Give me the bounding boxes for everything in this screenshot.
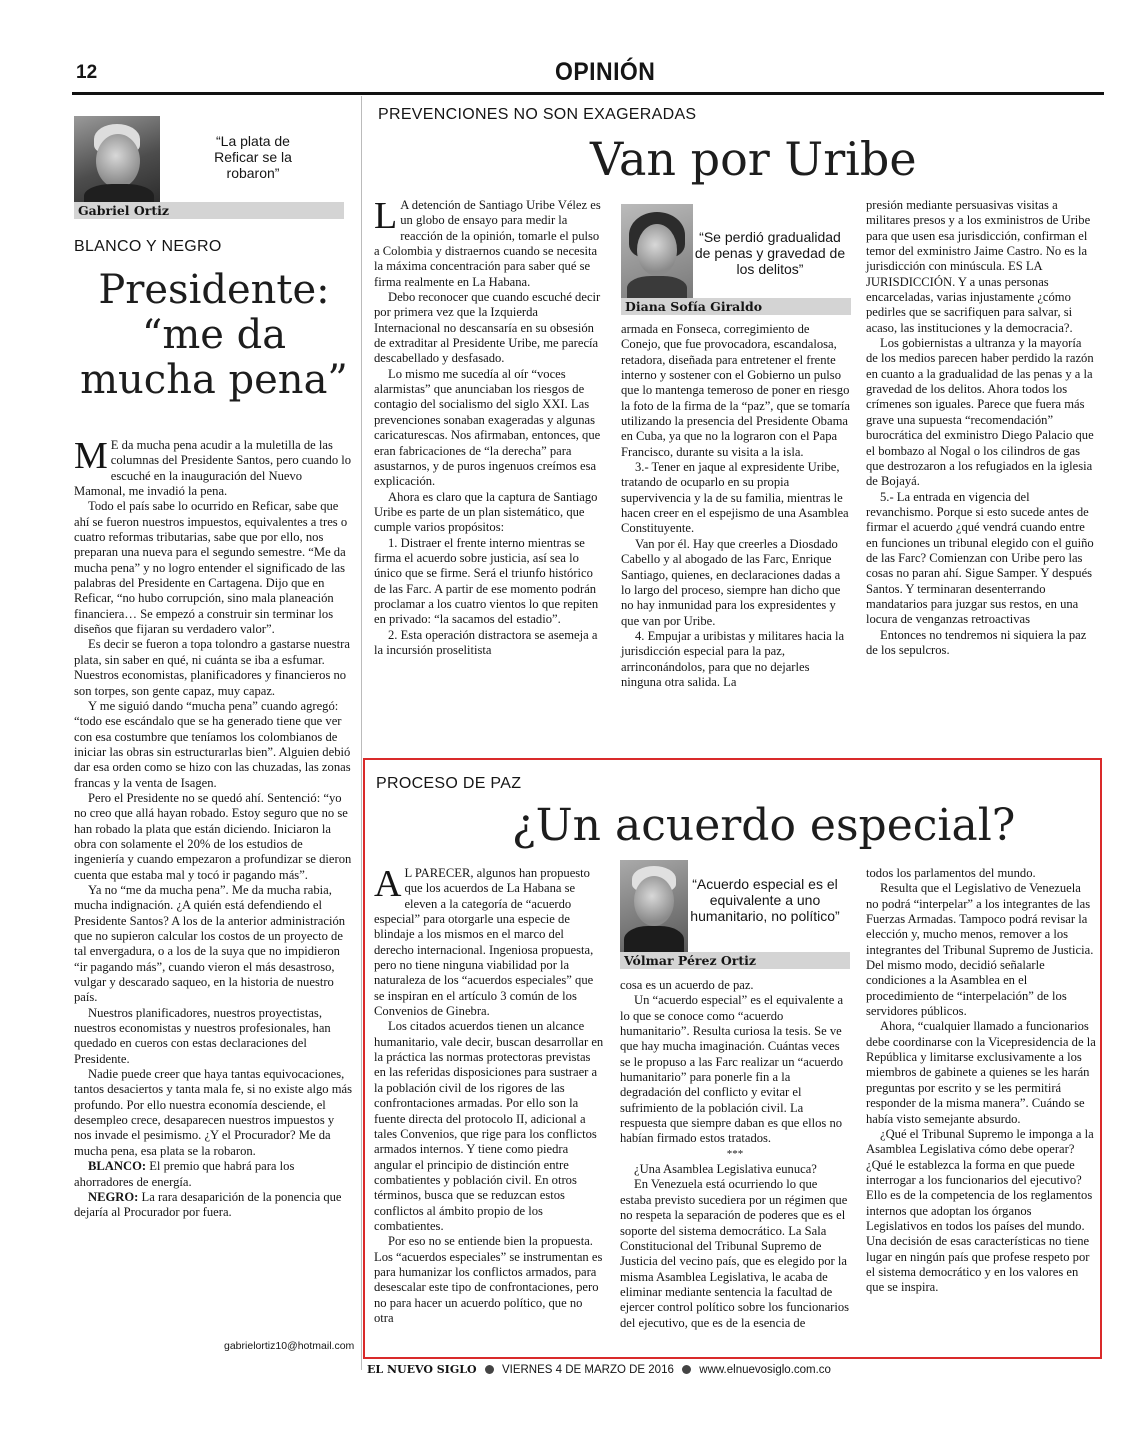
drop-cap: M — [74, 435, 108, 477]
paragraph: Es decir se fueron a topa tolondro a gastarse nuestra plata, sin saber en qué, ni cuánta se iba a esfumar. Nuestros economistas, planificadores y financieros no son torpes, son gente capaz, muy capaz. — [74, 637, 350, 698]
top-headline: Van por Uribe — [590, 132, 917, 186]
drop-cap: L — [374, 195, 398, 237]
paragraph: En Venezuela está ocurriendo lo que estaba previsto sucediera por un régimen que no respeta la separación de poderes que es el soporte del sistema democrático. La Sala Constitucional del Tribunal Supremo de Justicia del vecino país, que es elegido por la misma Asamblea Legislativa, le acaba de eliminar mediante sentencia la facultad de ejercer control político sobre los funcionarios del ejecutivo, que es de la esencia de — [620, 1177, 850, 1330]
negro-note: NEGRO: La rara desaparición de la ponencia que dejaría al Procurador por fuera. — [74, 1189, 342, 1220]
author-photo-gabriel-ortiz — [74, 116, 160, 204]
paragraph: todos los parlamentos del mundo. — [866, 866, 1036, 880]
paragraph: 2. Esta operación distractora se asemeja a la incursión proselitista — [374, 627, 598, 657]
subheading: ¿Una Asamblea Legislativa eunuca? — [634, 1162, 817, 1177]
article-body — [74, 435, 354, 1221]
paragraph: Debo reconocer que cuando escuché decir por primera vez que la Izquierda Internacional no descansaría en su obsesión de extraditar al Presidente Uribe, me parecía descabellado y desfasado. — [374, 290, 601, 366]
paragraph: Entonces no tendremos ni siquiera la paz de los sepulcros. — [866, 627, 1087, 657]
paragraph: Ahora, “cualquier llamado a funcionarios debe coordinarse con la Vicepresidencia de la República y limitarse exclusivamente a los miembros de gabinete a quienes se les harán preguntas por escrito y se les permitirá responder de la misma manera”. Cuándo se había visto semejante absurdo. — [866, 1019, 1096, 1126]
drop-cap: A — [374, 863, 402, 905]
paragraph: 4. Empujar a uribistas y militares hacia la jurisdicción especial para la paz, arrinconándolos, para que no dejarles ninguna otra salida. La — [621, 628, 845, 689]
paragraph: Resulta que el Legislativo de Venezuela no podrá “interpelar” a los integrantes de las Fuerzas Armadas. Tampoco podrá revisar la elección y, mucho menos, remover a los integrantes del Tribunal Supremo de Justicia. Del mismo modo, decidió señalarle condiciones a la Asamblea en el procedimiento de “interpelación” de los servidores públicos. — [866, 881, 1094, 1019]
website-link[interactable]: www.elnuevosiglo.com.co — [699, 1364, 831, 1376]
top-kicker: PREVENCIONES NO SON EXAGERADAS — [378, 106, 697, 123]
paragraph: 5.- La entrada en vigencia del revanchismo. Porque si esto sucede antes de firmar el acuerdo ¿qué vendrá cuando entre en funciones un tribunal elegido con el guiño de las Farc? Comienzan con Uribe pero las cosas no paran ahí. Sigue Samper. Y después Santos. Y terminaran desenterrando mandatarios para juzgar sus restos, en una locura de venganzas retroactivas — [866, 489, 1094, 627]
paragraph: Un “acuerdo especial” es el equivalente a lo que se conoce como “acuerdo humanitario”. Resulta curiosa la tesis. Se ve que hay mucha imaginación. Cuántas veces se le propuso a las Farc realizar un “acuerdo humanitario” para ponerle fin a la degradación del conflicto y evitar el sufrimiento de la población civil. La respuesta que siempre daban es que ellos no habían firmado estos tratados. — [620, 993, 844, 1146]
paragraph: Por eso no se entiende bien la propuesta. Los “acuerdos especiales” se instrumentan es para humanizar los conflictos armados, para desescalar este tipo de confrontaciones, pero no para hacer un acuerdo político, que no otra — [374, 1234, 603, 1325]
paragraph: Todo el país sabe lo ocurrido en Reficar, sabe que ahí se fueron nuestros impuestos, equivalentes a tres o cuatro reformas tributarias, sabe que por ello, nos preparan una nueva para el segundo semestre. “Me da mucha pena” y no logro entender el significado de las palabras del Presidente en Cartagena. Dijo que en Reficar, “no hubo corrupción, sino mala planeación financiera… Se empezó a construir sin terminar los diseños que fijaran su verdadero valor”. — [74, 499, 348, 637]
bullet-icon — [485, 1365, 494, 1374]
bottom-kicker: PROCESO DE PAZ — [376, 775, 522, 792]
newspaper-brand: EL NUEVO SIGLO — [367, 1363, 477, 1376]
bottom-pull-quote: “Acuerdo especial es el equivalente a uno humanitario, no político” — [690, 876, 840, 924]
bottom-col-1 — [374, 863, 604, 1326]
paragraph: A L PARECER, algunos han propuesto que los acuerdos de La Habana se eleven a la categoría de “acuerdo especial” para otorgarle una especie de blindaje a los mismos en el marco del derecho internacional. Ingeniosa propuesta, pero no tiene ninguna viabilidad por la naturaleza de los “acuerdos especiales” que se inspiran en el artículo 3 común de los Convenios de Ginebra. — [374, 863, 594, 1019]
page-number: 12 — [76, 62, 98, 83]
paragraph: Van por él. Hay que creerles a Diosdado Cabello y al abogado de las Farc, Enrique Santiago, quienes, en declaraciones dadas a lo largo del proceso, siempre han dicho que no hay inmunidad para los expresidentes y que van por Uribe. — [621, 536, 841, 628]
paragraph: Nuestros planificadores, nuestros proyectistas, nuestros economistas y nuestros profesionales, han quedado en cueros con estas declaraciones del Presidente. — [74, 1005, 331, 1066]
paragraph: 3.- Tener en jaque al expresidente Uribe, tratando de ocuparlo en su propia supervivencia y la de su familia, mientras le hacen creer en el espejismo de una Asamblea Constituyente. — [621, 460, 849, 536]
author-photo-volmar-perez-ortiz — [620, 860, 688, 956]
column-kicker: BLANCO Y NEGRO — [74, 238, 222, 255]
blanco-note: BLANCO: El premio que habrá para los ahorradores de energía. — [74, 1159, 295, 1189]
separator: *** — [726, 1147, 744, 1160]
author-photo-diana-sofia-giraldo — [621, 204, 693, 302]
bullet-icon — [682, 1365, 691, 1374]
paragraph: Y me siguió dando “mucha pena” cuando agregó: “todo ese escándalo que se ha generado tiene que ver con esa costumbre que teníamos los colombianos de iniciar las obras sin estructurarlas bien”. Alguien debió dar esa orden como se hizo con las chuzadas, las zonas francas y la venta de Isagen. — [74, 698, 351, 790]
paragraph: cosa es un acuerdo de paz. — [620, 978, 754, 992]
paragraph: Pero el Presidente no se quedó ahí. Sentenció: “yo no creo que allá hayan robado. Estoy seguro que no se han robado la plata que están diciendo. Iniciaron la obra con solamente el 20% de los estudios de ingeniería y cuando empezaron a profundizar se dieron cuenta que estaba mal y tocó ir pagando más”. — [74, 790, 352, 882]
paragraph: armada en Fonseca, corregimiento de Conejo, que fue provocadora, escandalosa, retadora, diseñada para entretener el frente interno y sostener con el Gobierno un pulso que lo mantenga temeroso de poner en riesgo la foto de la firma de la “paz”, que se tomaría utilizando la presencia del Presidente Obama en Cuba, ya que no la lograron con el Papa Francisco, durante su visita a la isla. — [621, 322, 851, 459]
paragraph: presión mediante persuasivas visitas a militares presos y a los exministros de Uribe para que usen esa jurisdicción, confirman el temor del exministro Jaime Castro. No es la jurisdicción con minúscula. ES LA JURISDICCIÓN. Y a unas personas encarceladas, varias injustamente ¿cómo pedirles que se sacrifiquen para salvar, si acaso, las instituciones y la democracia?. — [866, 198, 1091, 335]
top-col-2 — [621, 322, 851, 690]
top-pull-quote: “Se perdió gradualidad de penas y gravedad de los delitos” — [694, 229, 846, 277]
headline: Presidente: “me da mucha pena” — [80, 267, 348, 403]
header-rule — [72, 92, 1104, 95]
issue-date: VIERNES 4 DE MARZO DE 2016 — [501, 1364, 674, 1376]
author-name: Gabriel Ortiz — [74, 202, 344, 219]
paragraph: Nadie puede creer que haya tantas equivocaciones, tantos desaciertos y tanta mala fe, si no existe algo más profundo. Por ello nuestra economía desciende, el desempleo crece, desaparecen nuestros impuestos y nos invade el pesimismo. ¿Y el Procurador? Me da mucha pena, esa plata se la robaron. — [74, 1067, 353, 1158]
bottom-col-2 — [620, 978, 850, 1331]
paragraph: Ya no “me da mucha pena”. Me da mucha rabia, mucha indignación. ¿A quién está defendiendo el Presidente Santos? A los de la anterior administración que no supieron calcular los costos de un proyecto de tal envergadura, o a los de la suya que no impidieron “ir pagando más”, cuando vieron el más desastroso, vulgar y descarado saqueo, en la historia de nuestro país. — [74, 882, 346, 1005]
paragraph: Lo mismo me sucedía al oír “voces alarmistas” que anunciaban los riesgos de contagio del socialismo del siglo XXI. Las prevenciones sonaban exageradas y algunas caricaturescas. Nos afirmaban, entonces, que eran fabricaciones de “la derecha” para asustarnos, y de puros ingenuos creímos esa explicación. — [374, 366, 601, 489]
column-divider — [361, 96, 362, 1370]
paragraph: M E da mucha pena acudir a la muletilla de las columnas del Presidente Santos, pero cuando lo escuché en la inauguración del Nuevo Mamonal, me invadió la pena. — [74, 435, 352, 499]
paragraph: 1. Distraer el frente interno mientras se firma el acuerdo sobre justicia, así sea lo único que se firme. Será el triunfo histórico de las Farc. A partir de ese momento podrán proclamar a los cuatro vientos lo que repiten en privado: “la sacamos del estadio”. — [374, 535, 599, 627]
section-title: OPINIÓN — [555, 58, 656, 86]
paragraph: L A detención de Santiago Uribe Vélez es un globo de ensayo para medir la reacción de la opinión, tomarle el pulso a Colombia y distraernos cuando se necesita la máxima concentración para saber qué se firma realmente en La Habana. — [374, 195, 601, 289]
bottom-author-name: Vólmar Pérez Ortiz — [620, 952, 850, 969]
author-email[interactable]: gabrielortiz10@hotmail.com — [224, 1340, 355, 1352]
paragraph: ¿Qué el Tribunal Supremo le imponga a la Asamblea Legislativa cómo debe operar? ¿Qué le establezca la forma en que puede interrogar a los funcionarios del ejecutivo? Ello es de la competencia de los reglamentos internos que adoptan los órganos Legislativos en todos los países del mundo. Una decisión de esas características no tiene lugar en ningún país que profese respeto por el sistema democrático y en los valores en que se inspira. — [866, 1126, 1094, 1295]
paragraph: Ahora es claro que la captura de Santiago Uribe es parte de un plan sistemático, que cumple varios propósitos: — [374, 489, 598, 535]
top-author-name: Diana Sofía Giraldo — [621, 298, 851, 315]
paragraph: Los citados acuerdos tienen un alcance humanitario, vale decir, buscan desarrollar en la práctica las normas protectoras previstas en las referidas disposiciones para sustraer a la población civil de los rigores de las confrontaciones armadas. Por ello son la fuente directa del protocolo II, adicional a tales Convenios, que rige para los conflictos armados internos. Y tiene como piedra angular el principio de distinción entre combatientes y población civil. En otros términos, busca que se reduzcan estos conflictos al ámbito propio de los combatientes. — [374, 1019, 604, 1233]
paragraph: Los gobiernistas a ultranza y la mayoría de los medios parecen haber perdido la razón en cuanto a la gradualidad de las penas y a la gravedad de los delitos. Ahora todos los crímenes son iguales. Parece que fuera más grave una supuesta “recomendación” burocrática del exministro Diego Palacio que el bombazo al Nogal o los cilindros de gas que destrozaron a los refugiados en la iglesia de Bojayá. — [866, 336, 1094, 489]
top-col-1 — [374, 195, 604, 658]
top-col-3 — [866, 198, 1096, 658]
page-footer — [367, 1363, 831, 1376]
bottom-headline: ¿Un acuerdo especial? — [512, 800, 1016, 851]
pull-quote: “La plata de Reficar se la robaron” — [214, 133, 292, 181]
bottom-col-3 — [866, 866, 1096, 1296]
